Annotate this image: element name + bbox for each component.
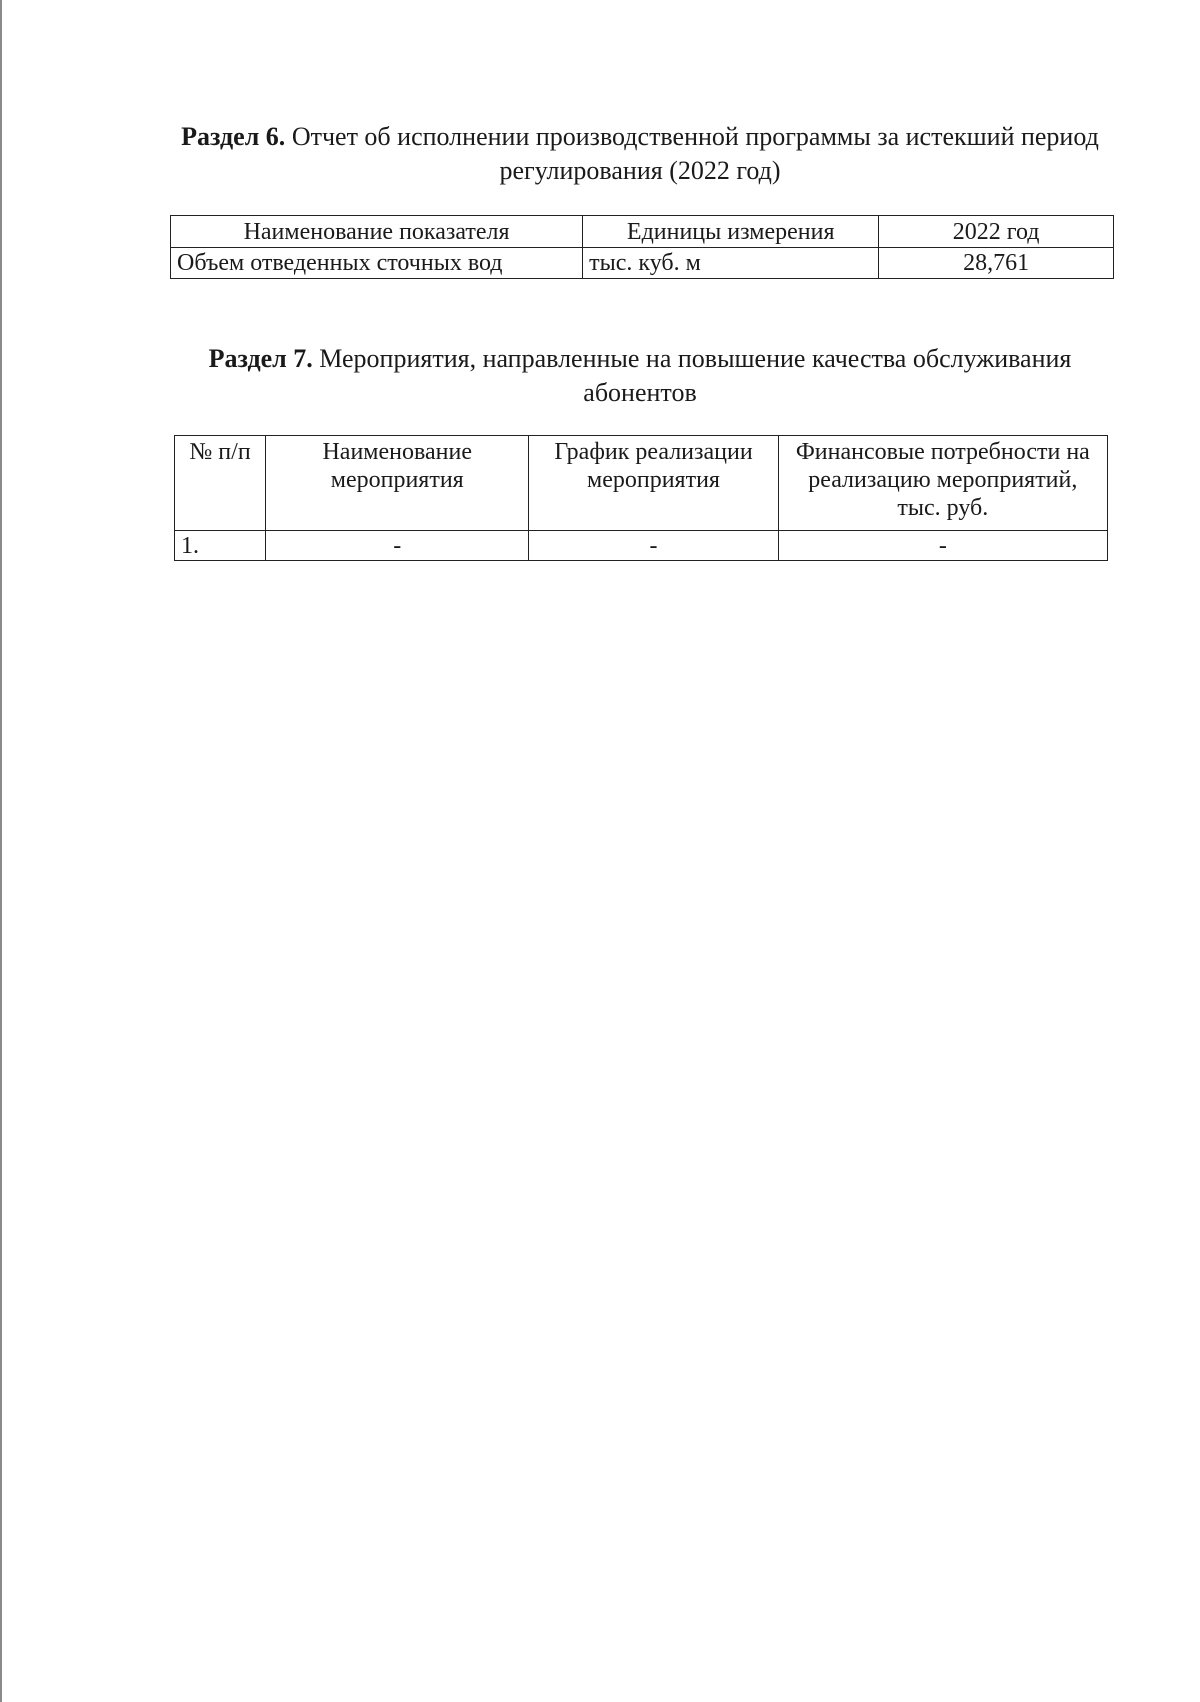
section-6-heading: Отчет об исполнении производственной программы за истекший период регулирования (2022 год) bbox=[285, 122, 1099, 185]
production-program-report-table bbox=[170, 215, 1114, 279]
header-year: 2022 год bbox=[879, 216, 1114, 248]
cell-unit: тыс. куб. м bbox=[583, 248, 879, 279]
service-quality-measures-table bbox=[174, 435, 1108, 561]
cell-number: 1. bbox=[175, 531, 266, 561]
section-7-heading: Мероприятия, направленные на повышение качества обслуживания абонентов bbox=[312, 344, 1072, 407]
table-row bbox=[175, 531, 1108, 561]
table-header-row bbox=[171, 216, 1114, 248]
header-measure-name: Наименование мероприятия bbox=[266, 436, 529, 531]
header-financial-needs: Финансовые потребности на реализацию мероприятий, тыс. руб. bbox=[778, 436, 1107, 531]
cell-financial: - bbox=[778, 531, 1107, 561]
cell-schedule: - bbox=[529, 531, 778, 561]
cell-measure: - bbox=[266, 531, 529, 561]
cell-indicator: Объем отведенных сточных вод bbox=[171, 248, 583, 279]
header-schedule: График реализации мероприятия bbox=[529, 436, 778, 531]
table-row bbox=[171, 248, 1114, 279]
table-header-row bbox=[175, 436, 1108, 531]
header-indicator-name: Наименование показателя bbox=[171, 216, 583, 248]
section-7-title bbox=[165, 342, 1115, 410]
cell-value: 28,761 bbox=[879, 248, 1114, 279]
section-6-number: Раздел 6. bbox=[181, 122, 286, 151]
header-units: Единицы измерения bbox=[583, 216, 879, 248]
header-number: № п/п bbox=[175, 436, 266, 531]
section-7-number: Раздел 7. bbox=[208, 344, 313, 373]
section-6-title bbox=[170, 120, 1110, 188]
scan-edge-line bbox=[0, 0, 2, 1702]
